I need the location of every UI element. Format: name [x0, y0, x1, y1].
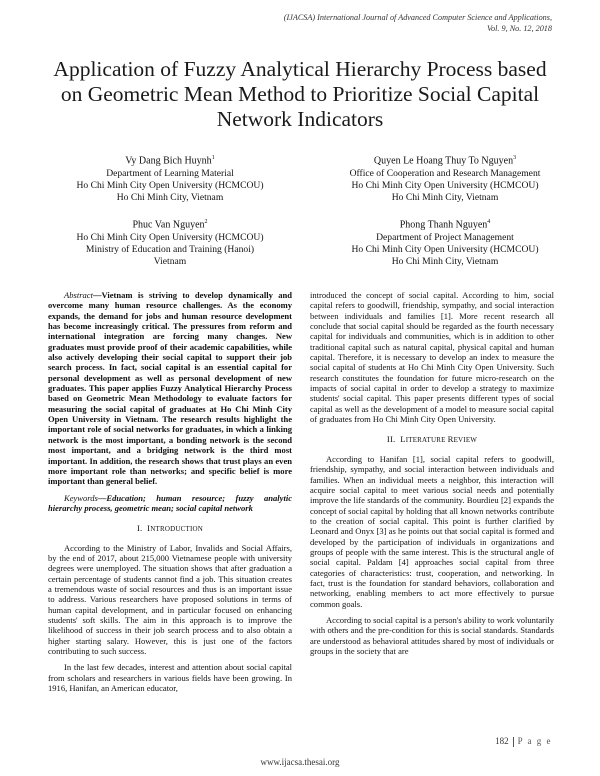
keywords: [48, 493, 292, 514]
keywords-label: Keywords: [64, 492, 98, 503]
author-affiliation: Office of Cooperation and Research Management: [349, 167, 541, 179]
paragraph: According to the Ministry of Labor, Invalids and Social Affairs, by the end of 2017, about 215,000 Vietnamese people with university degrees were unemployed. The situation shows that after graduation a certain percentage of students cannot find a job. This situation creates a tremendous waste of social resources and thus is an important issue to address. Various researchers have proposed solutions in terms of human capital development, and in particular focused on enhancing students' soft skills. The aim in this approach is to improve the likelihood of success in their job search process and to also obtain a higher starting salary. However, this is just one of the factors contributing to such success.: [48, 542, 292, 656]
page-number: [495, 736, 552, 747]
footer-url[interactable]: www.ijacsa.thesai.org: [260, 757, 340, 767]
author-name: Phuc Van Nguyen: [132, 219, 205, 231]
journal-header: [192, 12, 552, 34]
author-affiliation: Ho Chi Minh City Open University (HCMCOU): [76, 179, 264, 191]
author-block-3: [300, 152, 590, 205]
author-affiliation: Ho Chi Minh City Open University (HCMCOU): [76, 231, 264, 243]
right-column: [310, 290, 554, 656]
abstract-label: Abstract: [64, 290, 93, 300]
author-number: 3: [513, 155, 517, 161]
page-number-value: 182: [495, 736, 509, 746]
journal-volume: Vol. 9, No. 12, 2018: [486, 24, 552, 33]
paragraph: According to Hanifan [1], social capital refers to goodwill, friendship, sympathy, and social interaction between individuals and families. When an individual meets a neighbor, this interaction will acquire social capital to meet various social needs and potentially improve the life standards of the community. Bourdieu [2] expands the concept of social capital by holding that all known networks contribute to the creation of social capital. This point is further clarified by Leonard and Onyx [3] as he points out that social capital is formed and developed by the participation of individuals in organizations and groups of people with the same interest. This is the structural angle of social capital. Paldam [4] approaches social capital from three categories of characteristics: trust, cooperation, and networking. In fact, trust is the foundation for standard behaviors, collaboration and networking, enabling members to act more effectively to pursue common goals.: [310, 453, 554, 609]
paragraph: According to social capital is a person's ability to work voluntarily with others and the pre-condition for this is social standards. Standards are understood as behavioral attitudes shared by most of individuals or groups in the society that are: [310, 614, 554, 656]
section-heading-literature-review: II. LITERATURE REVIEW: [386, 434, 478, 445]
author-affiliation: Ministry of Education and Training (Hanoi): [85, 243, 255, 255]
left-column: [48, 290, 292, 693]
author-affiliation: Ho Chi Minh City Open University (HCMCOU): [351, 243, 539, 255]
author-block-1: [20, 152, 320, 205]
author-affiliation: Department of Learning Material: [106, 167, 234, 179]
abstract: [48, 290, 292, 487]
author-block-4: [300, 216, 590, 269]
paragraph: In the last few decades, interest and attention about social capital from scholars and researchers in various fields have been growing. In 1916, Hanifan, an American educator,: [48, 662, 292, 694]
keywords-text: —Education; human resource; fuzzy analytic hierarchy process, geometric mean; social capital network: [48, 492, 292, 513]
author-affiliation: Ho Chi Minh City, Vietnam: [116, 192, 224, 204]
page-word: P a g e: [517, 736, 552, 746]
author-affiliation: Ho Chi Minh City, Vietnam: [391, 256, 499, 268]
author-affiliation: Department of Project Management: [376, 231, 514, 243]
section-heading-introduction: I. INTRODUCTION: [136, 523, 204, 534]
author-name: Phong Thanh Nguyen: [399, 219, 488, 231]
author-number: 4: [487, 219, 491, 225]
abstract-text: —Vietnam is striving to develop dynamically and overcome many human resource challenges. As the economy expands, the demand for jobs and human resource development has become increasingly critical. The pressures from reform and international integration are forcing many changes. New graduates must provide proof of their academic capabilities, while also actively developing their social capital to support their job search process. In fact, social capital is an essential capital for personal development as well as personal development of new graduates. This paper applies Fuzzy Analytical Hierarchy Process based on Geometric Mean Methodology to evaluate factors for measuring the social capital of graduates at Ho Chi Minh City Open University in Vietnam. The research results highlight the important role of social networks for graduates, in which a linking network is the most important, a bonding network is the second most important, and a bridging network is the third most important. In addition, the research shows that trust plays an even more important role than networks; and specific belief is more important than general belief.: [48, 290, 292, 487]
paragraph: introduced the concept of social capital. According to him, social capital refers to goodwill, friendship, sympathy, and social interaction between individuals and families [1]. More recent research all conclude that social capital should be regarded as the fourth necessary capital for individuals and communities, which is in addition to other traditional capital such as natural capital, physical capital and human capital. Therefore, it is necessary to develop an index to measure the social capital of students at Ho Chi Minh City Open University. Such research constitutes the foundation for future micro-research on the impacts of social capital in order to develop a strategy to maximize students' social capital. This paper presents different types of social capital as well as the development of a model to measure social capital of graduates from Ho Chi Minh City Open University.: [310, 290, 554, 425]
author-number: 1: [211, 155, 215, 161]
author-affiliation: Ho Chi Minh City, Vietnam: [391, 192, 499, 204]
author-affiliation: Ho Chi Minh City Open University (HCMCOU): [351, 179, 539, 191]
author-affiliation: Vietnam: [153, 256, 187, 268]
author-name: Vy Dang Bich Huynh: [125, 155, 212, 167]
author-name: Quyen Le Hoang Thuy To Nguyen: [373, 155, 514, 167]
author-number: 2: [204, 219, 208, 225]
divider: [513, 737, 514, 747]
author-block-2: [20, 216, 320, 269]
journal-name: (IJACSA) International Journal of Advanced Computer Science and Applications,: [283, 13, 552, 22]
paper-title: Application of Fuzzy Analytical Hierarchy Process based on Geometric Mean Method to Prioritize Social Capital Network Indicators: [53, 57, 547, 131]
